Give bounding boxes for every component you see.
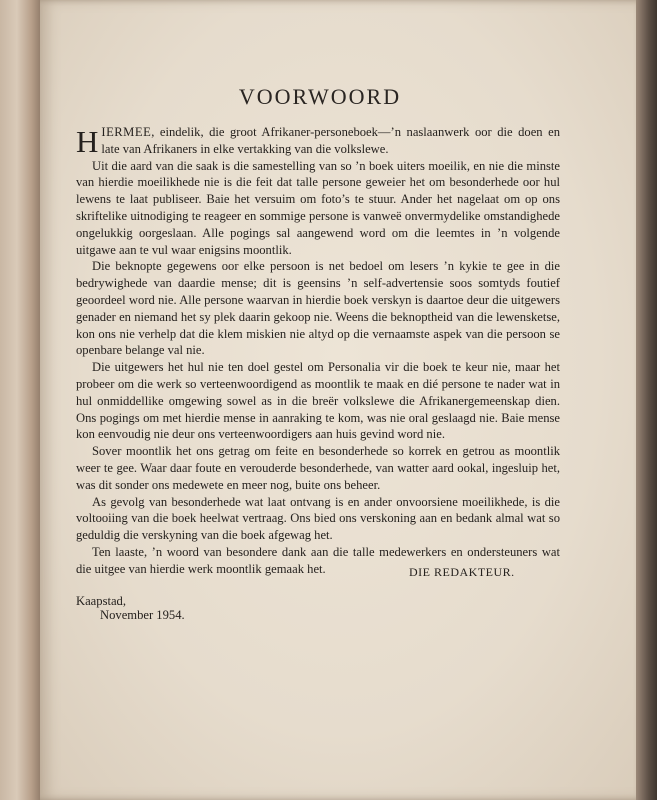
paragraph-2: Uit die aard van die saak is die samestelling van so ’n boek uiters moeilik, en nie die minste van hierdie moeilikhede nie is die feit dat talle persone geweier het om besonderhede oor hul lewens te laat publiseer. Baie het versuim om foto’s te stuur. Ander het nagelaat om op ons skriftelike uitnodiging te reageer en sommige persone is vanweë onvermydelike omstandighede ongelukkig oorgeslaan. Alle pogings sal aangewend word om die leemtes in ’n volgende uitgawe aan te vul waar enigsins moontlik.	[76, 158, 560, 257]
paragraph-5: Sover moontlik het ons getrag om feite en besonderhede so korrek en getrou as moontlik weer te gee. Waar daar foute en verouderde besonderhede, van watter aard ookal, ingesluip het, was dit sonder ons medewete en meer nog, buite ons beheer.	[76, 444, 560, 492]
book-right-edge	[636, 0, 657, 800]
paragraph-7: Ten laaste, ’n woord van besondere dank aan die talle medewerkers en ondersteuners wat die uitgee van hierdie werk moontlik gemaak het.	[76, 544, 560, 576]
paragraph-6: As gevolg van besonderhede wat laat ontvang is en ander onvoorsiene moeilikhede, is die voltooiing van die boek heelwat vertraag. Ons bied ons verskoning aan en bedank almal wat so geduldig die verskyning van die boek afgewag het.	[76, 494, 560, 543]
page-title: VOORWOORD	[238, 84, 402, 109]
drop-cap: H	[76, 124, 99, 159]
paragraph-4: Die uitgewers het hul nie ten doel gestel om Personalia vir die boek te keur nie, maar het probeer om die werk so verteenwoordigend as moontlik te maak en dié persone te nader wat in hul onmiddellike omgewing sowel as in die breër volkslewe die Afrikanergemeenskap dien. Ons pogings om met hierdie mense in aanraking te kom, was nie oral geslaagd nie. Baie mense kon eenvoudig nie deur ons verteenwoordigers aan huis gevind word nie.	[76, 360, 560, 442]
paragraph-text: , eindelik, die groot Afrikaner-personeboek—’n naslaanwerk oor die doen en late van Afrikaners in elke vertakking van die volkslewe.	[101, 125, 560, 156]
place-line: Kaapstad,	[76, 594, 127, 608]
paragraph-1	[76, 124, 560, 158]
editor-signature: DIE REDAKTEUR.	[409, 565, 515, 579]
paragraph-3: Die beknopte gegewens oor elke persoon is net bedoel om lesers ’n kykie te gee in die bedrywighede van daardie mense; dit is geensins ’n self-advertensie soos somtyds foutief geoordeel word nie. Alle persone waarvan in hierdie boek verskyn is daartoe deur die uitgewers genader en niemand het sy plek daarin gekoop nie. Weens die beknoptheid van die lewensketse, kon ons nie verhelp dat die klem miskien nie altyd op die vernaamste aspek van die persoon se openbare belange val nie.	[76, 259, 560, 358]
foreword-body	[76, 124, 560, 578]
date-line: November 1954.	[100, 608, 185, 622]
lead-word: IERMEE	[101, 125, 152, 139]
book-binding-edge	[0, 0, 42, 800]
